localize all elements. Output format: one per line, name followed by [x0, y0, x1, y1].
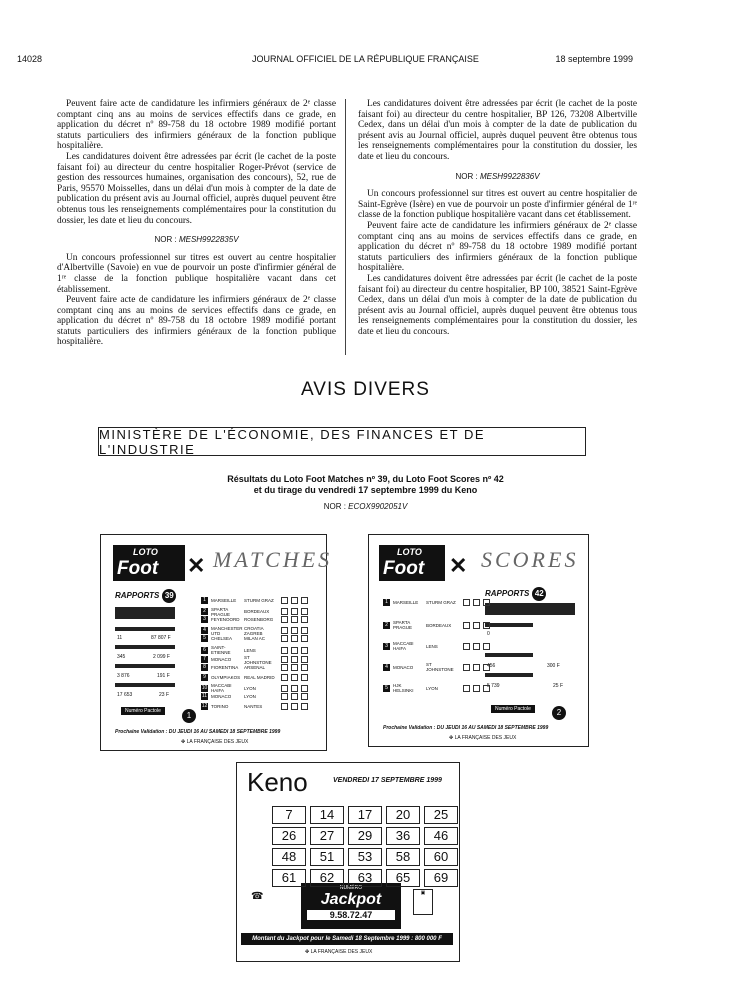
- match-number: 1: [201, 597, 208, 604]
- away-team: LENS: [244, 647, 256, 653]
- match-number: 12: [201, 702, 208, 709]
- choice-box: [281, 703, 288, 710]
- rapports-label: RAPPORTS 42: [485, 587, 546, 601]
- number-badge: 42: [532, 587, 546, 601]
- match-number: 1: [383, 599, 390, 606]
- match-number: 5: [201, 635, 208, 642]
- rank-bar: [115, 627, 175, 631]
- home-team: MARSEILLE: [393, 600, 419, 605]
- choice-box: [463, 664, 470, 671]
- keno-number: 20: [386, 806, 420, 824]
- match-number: 10: [201, 684, 208, 691]
- match-row: [201, 674, 308, 681]
- pactole-label: Numéro Pactole: [491, 705, 535, 713]
- match-number: 2: [201, 608, 208, 615]
- home-team: MONACO: [393, 664, 414, 670]
- away-team: ROSENBORG: [244, 617, 274, 623]
- match-number: 4: [201, 627, 208, 634]
- choice-box: [463, 622, 470, 629]
- match-row: [201, 626, 308, 636]
- right-column: [358, 99, 637, 337]
- fdj-logo: ✤ LA FRANÇAISE DES JEUX: [449, 735, 517, 741]
- home-team: SPARTA PRAGUE: [393, 620, 413, 630]
- paragraph: Un concours professionnel sur titres est ouvert au centre hospitalier d'Albertville (Savoie) en vue de pourvoir un poste d'infirmier général de 1ʳᵉ classe de la fonction publique hospitalière vacant dans cet établissement.: [57, 252, 336, 295]
- match-number: 3: [201, 616, 208, 623]
- choice-box: [473, 643, 480, 650]
- choice-box: [291, 627, 298, 634]
- away-team: STURM GRAZ: [244, 598, 274, 603]
- away-team: LYON: [426, 685, 438, 691]
- keno-number-grid: [272, 806, 458, 887]
- left-column: [57, 99, 336, 348]
- keno-number: 46: [424, 827, 458, 845]
- rank-bar: [485, 653, 533, 657]
- validation-text: Prochaine Validation : DU JEUDI 16 AU SAMEDI 18 SEPTEMBRE 1999: [383, 725, 549, 731]
- loto-foot-matches-panel: [100, 534, 333, 751]
- rapports-label: RAPPORTS 39: [115, 589, 176, 603]
- away-team: LYON: [244, 685, 256, 691]
- paragraph: Un concours professionnel sur titres est ouvert au centre hospitalier de Saint-Egrève (Isère) en vue de pourvoir un poste d'infirmier général de 1ʳᵉ classe de la fonction publique hospitalière vacant dans cet établissement.: [358, 189, 637, 221]
- choice-box: [291, 664, 298, 671]
- match-row: [201, 607, 308, 617]
- prize-amount: 25 F: [553, 683, 564, 689]
- choice-box: [301, 647, 308, 654]
- away-team: ST JOHNSTONE: [244, 654, 272, 665]
- choice-box: [291, 685, 298, 692]
- winners-count: 17 653: [117, 692, 133, 698]
- keno-date: VENDREDI 17 SEPTEMBRE 1999: [333, 777, 442, 784]
- page-number: 14028: [17, 54, 43, 64]
- keno-number: 27: [310, 827, 344, 845]
- home-team: SAINT-ETIENNE: [211, 645, 231, 655]
- choice-box: [301, 703, 308, 710]
- rank-bar: [485, 673, 533, 677]
- keno-number: 53: [348, 848, 382, 866]
- keno-number: 69: [424, 869, 458, 887]
- keno-title: Keno: [247, 767, 308, 797]
- choice-box: [301, 685, 308, 692]
- choice-box: [301, 597, 308, 604]
- choice-box: [301, 627, 308, 634]
- match-number: 3: [383, 643, 390, 650]
- match-row: [201, 683, 308, 693]
- choice-box: [281, 608, 288, 615]
- loto-foot-scores-panel: [368, 534, 589, 747]
- keno-number: 26: [272, 827, 306, 845]
- fdj-logo: ✤ LA FRANÇAISE DES JEUX: [181, 739, 249, 745]
- choice-box: [281, 647, 288, 654]
- loto-foot-logo: LOTO Foot: [379, 545, 445, 581]
- match-number: 11: [201, 693, 208, 699]
- choice-box: [281, 616, 288, 623]
- header-bar: [115, 607, 175, 619]
- home-team: MACCABI HAIFA: [211, 683, 232, 694]
- x-mark-icon: ✕: [449, 553, 468, 578]
- results-title: [0, 474, 731, 496]
- choice-box: [483, 685, 490, 692]
- away-team: BORDEAUX: [244, 609, 270, 615]
- winners-count: 3 876: [117, 673, 130, 679]
- choice-box: [483, 664, 490, 671]
- pactole-label: Numéro Pactole: [121, 707, 165, 715]
- home-team: FIORENTINA: [211, 665, 239, 671]
- home-team: SPARTA PRAGUE: [211, 606, 231, 617]
- validation-text: Prochaine Validation : DU JEUDI 16 AU SAMEDI 18 SEPTEMBRE 1999: [115, 729, 281, 735]
- keno-number: 17: [348, 806, 382, 824]
- paragraph: Les candidatures doivent être adressées par écrit (le cachet de la poste faisant foi) au directeur du centre hospitalier Roger-Prévot (service de gestion des ressources humaines, organisation des concours), 52, rue de Paris, 95570 Moisselles, dans un délai d'un mois à compter de la date de publication du présent avis au Journal officiel, auprès duquel peuvent être obtenus tous les renseignements complémentaires pour la constitution du dossier, les date et lieu du concours.: [57, 151, 336, 226]
- match-row: [201, 664, 308, 671]
- match-row: [201, 693, 308, 700]
- winners-count: 11: [117, 635, 123, 641]
- fdj-logo: ✤ LA FRANÇAISE DES JEUX: [305, 949, 373, 955]
- ministry-title: MINISTÈRE DE L'ÉCONOMIE, DES FINANCES ET DE L'INDUSTRIE: [99, 426, 486, 457]
- choice-box: [281, 656, 288, 663]
- home-team: HJK HELSINKI: [393, 683, 414, 693]
- away-team: LYON: [244, 694, 256, 699]
- away-team: REAL MADRID: [244, 674, 275, 680]
- home-team: MACCABI HAIFA: [393, 641, 414, 651]
- choice-box: [301, 635, 308, 642]
- keno-number: 63: [348, 869, 382, 887]
- paragraph: Peuvent faire acte de candidature les infirmiers généraux de 2ᵉ classe comptant cinq ans au moins de services effectifs dans ce grade, en application du décret nº 89-758 du 18 octobre 1989 modifié portant statuts particuliers des infirmiers généraux de la fonction publique hospitalière.: [57, 99, 336, 152]
- away-team: LENS: [426, 643, 438, 649]
- pactole-number: 2: [549, 702, 566, 720]
- prize-amount: 23 F: [159, 692, 170, 698]
- home-team: TORINO: [211, 703, 229, 709]
- match-number: 6: [201, 647, 208, 654]
- choice-box: [483, 643, 490, 650]
- home-team: MONACO: [211, 694, 232, 699]
- choice-box: [281, 664, 288, 671]
- prize-amount: 300 F: [547, 663, 560, 669]
- choice-box: [473, 599, 480, 606]
- choice-box: [301, 616, 308, 623]
- section-title: AVIS DIVERS: [301, 379, 430, 400]
- keno-number: 29: [348, 827, 382, 845]
- choice-box: [281, 635, 288, 642]
- match-number: 9: [201, 674, 208, 681]
- results-nor: NOR : ECOX9902051V: [323, 502, 408, 511]
- choice-box: [301, 608, 308, 615]
- choice-box: [291, 635, 298, 642]
- choice-box: [281, 674, 288, 681]
- away-team: BORDEAUX: [426, 622, 452, 628]
- loto-foot-logo: LOTO Foot: [113, 545, 185, 581]
- choice-box: [291, 616, 298, 623]
- paragraph: Peuvent faire acte de candidature les infirmiers généraux de 2ᵉ classe comptant cinq ans au moins de services effectifs dans ce grade, en application du décret nº 89-758 du 18 octobre 1989 modifié portant statuts particuliers des infirmiers généraux de la fonction publique hospitalière.: [57, 295, 336, 348]
- keno-number: 61: [272, 869, 306, 887]
- paragraph: Les candidatures doivent être adressées par écrit (le cachet de la poste faisant foi) au directeur du centre hospitalier, BP 126, 73208 Albertville Cedex, dans un délai d'un mois à compter de la date de publication du présent avis au Journal officiel, auprès duquel peuvent être obtenus tous les renseignements complémentaires pour la constitution du dossier, les date et lieu du concours.: [358, 99, 637, 162]
- choice-box: [281, 693, 288, 700]
- choice-box: [463, 599, 470, 606]
- keno-number: 36: [386, 827, 420, 845]
- keno-number: 48: [272, 848, 306, 866]
- prize-amount: 2 099 F: [153, 654, 170, 660]
- match-row: [383, 620, 490, 630]
- x-mark-icon: ✕: [187, 553, 206, 578]
- away-team: STURM GRAZ: [426, 600, 456, 605]
- winners-count: 456: [487, 663, 496, 669]
- keno-number: 51: [310, 848, 344, 866]
- number-badge: 39: [162, 589, 176, 603]
- choice-box: [291, 608, 298, 615]
- match-row: [383, 641, 490, 651]
- match-row: [201, 655, 308, 665]
- match-number: 2: [383, 622, 390, 629]
- results-line: Résultats du Loto Foot Matches nº 39, du Loto Foot Scores nº 42: [227, 474, 504, 484]
- keno-number: 62: [310, 869, 344, 887]
- choice-box: [291, 703, 298, 710]
- match-row: [201, 645, 308, 655]
- match-row: [201, 703, 308, 710]
- away-team: NANTES: [244, 703, 263, 709]
- rank-bar: [485, 623, 533, 627]
- away-team: CROATIA ZAGREB: [244, 625, 264, 636]
- keno-number: 58: [386, 848, 420, 866]
- choice-box: [463, 643, 470, 650]
- match-number: 5: [383, 685, 390, 692]
- nor-reference: NOR : MESH9922836V: [455, 171, 540, 181]
- choice-box: [473, 622, 480, 629]
- home-team: FEYENOORD: [211, 617, 240, 623]
- header-date: 18 septembre 1999: [555, 54, 633, 64]
- match-number: 4: [383, 664, 390, 671]
- choice-box: [301, 674, 308, 681]
- choice-box: [291, 656, 298, 663]
- away-team: ST JOHNSTONE: [426, 662, 454, 672]
- match-row: [383, 683, 490, 693]
- home-team: OLYMPIAKOS: [211, 674, 241, 680]
- results-line: et du tirage du vendredi 17 septembre 1999 du Keno: [253, 485, 478, 495]
- rank-bar: [115, 664, 175, 668]
- keno-number: 14: [310, 806, 344, 824]
- choice-box: [301, 664, 308, 671]
- choice-box: [281, 597, 288, 604]
- rank-bar: [115, 645, 175, 649]
- winners-count: 345: [117, 654, 126, 660]
- rank-bar: [115, 683, 175, 687]
- match-row: [383, 662, 490, 672]
- column-divider: [345, 99, 346, 355]
- minitel-icon: ▣: [413, 889, 433, 915]
- pactole-number: 1: [179, 705, 196, 723]
- match-number: 7: [201, 656, 208, 663]
- journal-title: JOURNAL OFFICIEL DE LA RÉPUBLIQUE FRANÇAISE: [252, 54, 479, 64]
- choice-box: [473, 664, 480, 671]
- brand-name: MATCHES: [213, 547, 333, 572]
- choice-box: [291, 647, 298, 654]
- keno-number: 7: [272, 806, 306, 824]
- choice-box: [463, 685, 470, 692]
- choice-box: [483, 599, 490, 606]
- header-bar: [485, 603, 575, 615]
- paragraph: Les candidatures doivent être adressées par écrit (le cachet de la poste faisant foi) au directeur du centre hospitalier, BP 100, 38521 Saint-Egrève Cedex, dans un délai d'un mois à compter de la date de publication du présent avis au Journal officiel, auprès duquel peuvent être obtenus tous les renseignements complémentaires pour la constitution du dossier, les date et lieu du concours.: [358, 273, 637, 337]
- home-team: MONACO: [211, 657, 232, 663]
- match-number: 8: [201, 664, 208, 671]
- home-team: MANCHESTER UTD: [211, 625, 243, 636]
- brand-name: SCORES: [481, 547, 579, 572]
- choice-box: [291, 674, 298, 681]
- choice-box: [473, 685, 480, 692]
- away-team: MILAN AC: [244, 636, 266, 642]
- choice-box: [483, 622, 490, 629]
- keno-number: 25: [424, 806, 458, 824]
- choice-box: [291, 693, 298, 700]
- home-team: CHELSEA: [211, 636, 233, 642]
- keno-number: 60: [424, 848, 458, 866]
- away-team: ARSENAL: [244, 665, 266, 671]
- keno-number: 65: [386, 869, 420, 887]
- choice-box: [291, 597, 298, 604]
- winners-count: 0: [487, 631, 490, 637]
- keno-footer: Montant du Jackpot pour le Samedi 18 Septembre 1999 : 800 000 F: [241, 933, 453, 945]
- match-row: [201, 635, 308, 642]
- choice-box: [301, 693, 308, 700]
- home-team: MARSEILLE: [211, 598, 237, 603]
- jackpot-box: NUMÉRO Jackpot 9.58.72.47: [301, 883, 401, 929]
- prize-amount: 87 807 F: [151, 635, 171, 641]
- prize-amount: 191 F: [157, 673, 170, 679]
- choice-box: [281, 627, 288, 634]
- ministry-box: [98, 427, 586, 456]
- nor-reference: NOR : MESH9922835V: [154, 235, 239, 245]
- paragraph: Peuvent faire acte de candidature les infirmiers généraux de 2ᵉ classe comptant cinq ans au moins de services effectifs dans ce grade, en application du décret nº 89-758 du 18 octobre 1989 modifié portant statuts particuliers des infirmiers généraux de la fonction publique hospitalière.: [358, 220, 637, 274]
- phone-icon: ☎: [251, 891, 264, 902]
- match-row: [201, 616, 308, 623]
- match-row: [383, 599, 490, 606]
- choice-box: [281, 685, 288, 692]
- match-row: [201, 597, 308, 604]
- choice-box: [301, 656, 308, 663]
- winners-count: 5 739: [487, 683, 500, 689]
